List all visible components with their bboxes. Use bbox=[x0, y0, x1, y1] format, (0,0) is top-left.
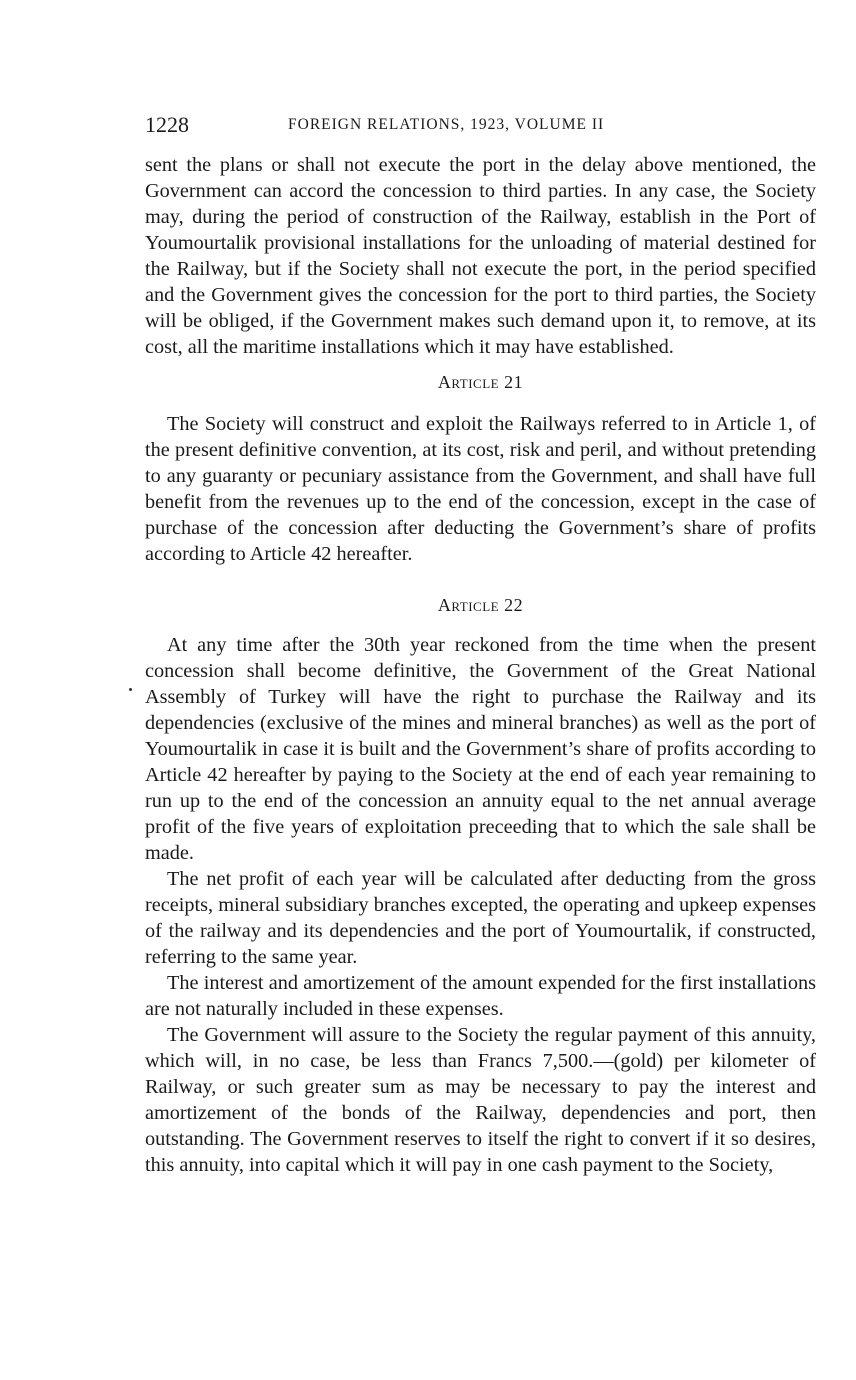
margin-mark bbox=[129, 688, 132, 691]
article-22-heading: Article 22 bbox=[437, 595, 524, 615]
article-21-heading: Article 21 bbox=[437, 372, 524, 392]
article-22-paragraph-3: The interest and amortizement of the amount expended for the first installations are not naturally included in these expenses. bbox=[145, 972, 816, 1020]
running-title: FOREIGN RELATIONS, 1923, VOLUME II bbox=[288, 116, 605, 133]
article-22-paragraph-4: The Government will assure to the Society the regular payment of this annuity, which will, in no case, be less than Francs 7,500.—(gold) per kilometer of Railway, or such greater sum as may be necessary to pay the interest and amortizement of the bonds of the Railway, dependencies and port, then outstanding. The Government reserves to itself the right to convert if it so desires, this annuity, into capital which it will pay in one cash payment to the Society, bbox=[145, 1024, 816, 1176]
article-21-paragraph: The Society will construct and exploit the Railways referred to in Article 1, of the present definitive convention, at its cost, risk and peril, and without pretending to any guaranty or pecuniary assistance from the Government, and shall have full benefit from the revenues up to the end of the concession, except in the case of purchase of the concession after deducting the Government’s share of profits according to Article 42 hereafter. bbox=[145, 413, 816, 565]
paragraph-continued: sent the plans or shall not execute the port in the delay above mentioned, the Government can accord the concession to third parties. In any case, the Society may, during the period of construction of the Railway, establish in the Port of Youmourtalik provisional installations for the unloading of material destined for the Railway, but if the Society shall not execute the port, in the period specified and the Government gives the concession for the port to third parties, the Society will be obliged, if the Government makes such demand upon it, to remove, at its cost, all the maritime installations which it may have established. bbox=[145, 154, 816, 358]
page-number: 1228 bbox=[145, 112, 189, 137]
article-22-paragraph-2: The net profit of each year will be calculated after deducting from the gross receipts, mineral subsidiary branches excepted, the operating and upkeep expenses of the railway and its dependencies and the port of Youmourtalik, if constructed, referring to the same year. bbox=[145, 868, 816, 968]
article-22-paragraph-1: At any time after the 30th year reckoned from the time when the present concession shall become definitive, the Government of the Great National Assembly of Turkey will have the right to purchase the Railway and its dependencies (exclusive of the mines and mineral branches) as well as the port of Youmourtalik in case it is built and the Government’s share of profits according to Article 42 hereafter by paying to the Society at the end of each year remaining to run up to the end of the concession an annuity equal to the net annual average profit of the five years of exploitation preceeding that to which the sale shall be made. bbox=[145, 634, 816, 864]
running-head bbox=[145, 112, 816, 152]
